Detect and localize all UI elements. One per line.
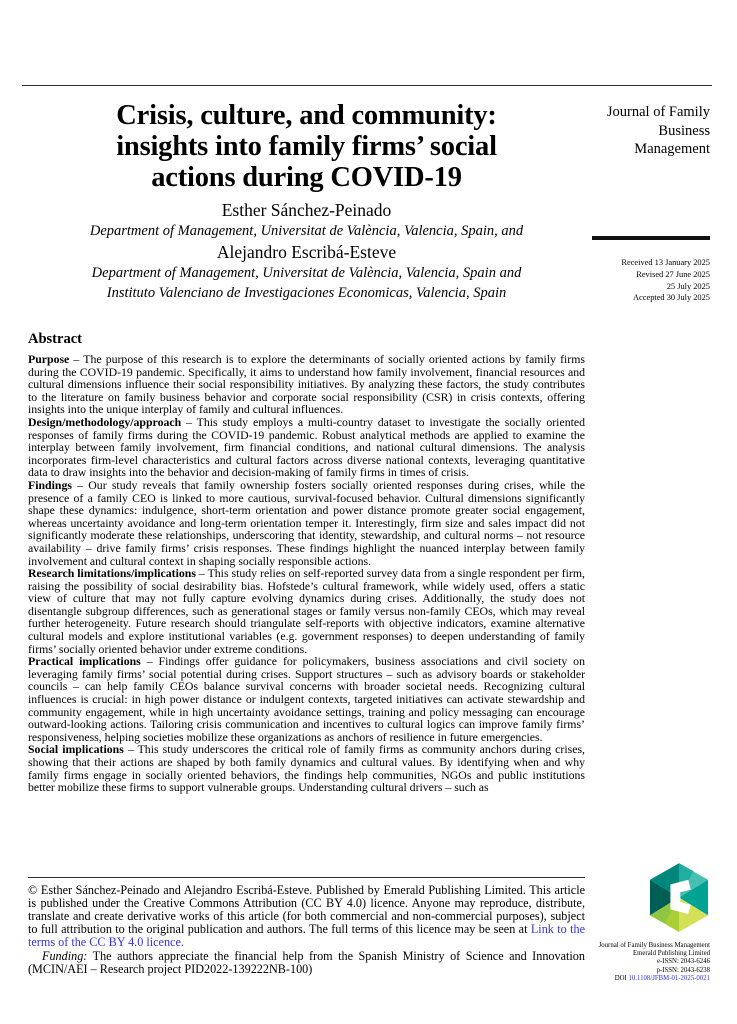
abstract-practical-label: Practical implications [28,654,141,669]
accepted-date: Accepted 30 July 2025 [633,293,710,303]
emerald-logo-icon [646,862,712,937]
journal-name-line: Journal of Family [606,104,710,120]
revised-date-2: 25 July 2025 [666,281,710,291]
author-affiliation: Department of Management, Universitat de València, Valencia, Spain, and [89,223,524,239]
title-line-2: insights into family firms’ social [116,131,497,162]
journal-name-line: Business [658,122,710,139]
abstract-findings-text: – Our study reveals that family ownership fosters socially oriented responses during crises, while the presence of a family CEO is linked to more cautious, survival-focused behavior. Cultural dimensions significantly shape these dynamics: indulgence, short-term orientation and power distance promote greater social engagement, whereas uncertainty avoidance and long-term orientation temper it. Interestingly, firm size and sales impact did not significantly moderate these relationships, underscoring that identity, stewardship, and cultural norms – not resource availability – drive family firms’ crisis responses. These findings highlight the nuanced interplay between family involvement and cultural context in shaping socially responsible actions. [28,477,585,568]
abstract-practical [28,655,585,743]
abstract-purpose [28,353,585,416]
journal-name-line: Management [634,141,710,157]
abstract-social [28,743,585,793]
abstract-heading: Abstract [28,331,82,347]
copyright-text [28,884,585,949]
imprint-eissn: e-ISSN: 2043-6246 [656,958,710,966]
doi-label: DOI [614,974,629,982]
journal-name [560,103,710,159]
title-line-1: Crisis, culture, and community: [116,100,497,131]
abstract-findings [28,479,585,567]
copyright-rule [28,877,585,878]
article-history-dates [545,257,710,304]
cc-licence-link[interactable]: Link to the terms of the CC BY 4.0 licence. [28,922,585,949]
abstract-purpose-text: – The purpose of this research is to explore the determinants of socially oriented actions by family firms during the COVID-19 pandemic. Specifically, it aims to understand how family involvement, financial resources and cultural dimensions influence their social responsibility initiatives. By analyzing these factors, the study contributes to the literature on family business behavior and corporate social responsibility (CSR) in crisis contexts, offering insights into the unique interplay of family and cultural influences. [28,352,585,417]
revised-date: Revised 27 June 2025 [636,269,710,279]
imprint-block [545,942,710,983]
funding-label: Funding: [42,949,88,963]
imprint-doi-line [545,975,710,983]
title-line-3: actions during COVID-19 [151,162,462,193]
imprint-journal: Journal of Family Business Management [598,942,710,949]
imprint-publisher: Emerald Publishing Limited [632,950,710,958]
sidebar-divider-bar [592,236,710,240]
abstract-limitations-label: Research limitations/implications [28,566,196,581]
abstract-social-label: Social implications [28,742,124,757]
copyright-body: © Esther Sánchez-Peinado and Alejandro Escribá-Esteve. Published by Emerald Publishing Limited. This article is published under the Creative Commons Attribution (CC BY 4.0) licence. Anyone may reproduce, distribute, translate and create derivative works of this article (for both commercial and non-commercial purposes), subject to full attribution to the original publication and authors. The full terms of this licence may be seen at [28,883,585,936]
abstract-section [28,331,585,794]
doi-link[interactable]: 10.1108/JFBM-01-2025-0021 [628,974,710,982]
abstract-design-label: Design/methodology/approach [28,414,182,429]
author-affiliation: Instituto Valenciano de Investigaciones Economicas, Valencia, Spain [106,285,507,301]
abstract-design [28,416,585,479]
author-affiliation: Department of Management, Universitat de València, Valencia, Spain and [91,265,522,281]
header-rule [22,85,712,86]
abstract-findings-label: Findings [28,477,72,492]
received-date: Received 13 January 2025 [621,258,710,267]
abstract-limitations-text: – This study relies on self-reported survey data from a single respondent per firm, raising the possibility of social desirability bias. Hofstede’s cultural framework, while widely used, offers a static view of culture that may not fully capture evolving dynamics during crises. Additionally, the study does not disentangle subgroup differences, such as generational stages or family versus non-family CEOs, which may reveal further heterogeneity. Future research should triangulate self-reports with objective indicators, examine alternative cultural models and explore institutional variables (e.g. government responses) to deepen understanding of family firms’ socially oriented behavior under extreme conditions. [28,566,585,656]
abstract-design-text: – This study employs a multi-country dataset to investigate the socially oriented responses of family firms during the COVID-19 pandemic. Robust analytical methods are applied to examine the interplay between family involvement, firm financial conditions, and national cultural dimensions. The analysis incorporates firm-level characteristics and cultural factors across diverse national contexts, leveraging quantitative data to draw insights into the behavior and decision-making of family firms in times of crisis. [28,414,585,480]
funding-note [28,950,585,976]
author-name: Esther Sánchez-Peinado [221,200,392,220]
funding-text: The authors appreciate the financial help from the Spanish Ministry of Science and Innovation (MCIN/AEI – Research project PID2022-139222NB-100) [28,949,585,976]
article-title [28,100,585,193]
imprint-pissn: p-ISSN: 2043-6238 [656,966,710,974]
abstract-limitations [28,567,585,655]
abstract-purpose-label: Purpose [28,352,70,366]
copyright-block [28,877,585,976]
author-name: Alejandro Escribá-Esteve [216,242,397,262]
author-block [28,199,585,303]
main-column [28,100,585,303]
abstract-social-text: – This study underscores the critical role of family firms as community anchors during crises, showing that their actions are shaped by both family dynamics and cultural values. By identifying when and why family firms engage in socially oriented behaviors, the findings help communities, NGOs and public institutions better mobilize these firms to support vulnerable groups. Understanding cultural drivers – such as [28,742,585,795]
abstract-practical-text: – Findings offer guidance for policymakers, business associations and civil society on leveraging family firms’ social potential during crises. Support structures – such as advisory boards or stakeholder councils – can help family CEOs balance survival concerns with broader societal needs. Recognizing cultural influences is crucial: in high power distance or indulgent contexts, targeted initiatives can activate stewardship and community engagement, while in high uncertainty avoidance settings, training and policy messaging can encourage outward-looking actions. Tailoring crisis communication and incentives to cultural logics can improve family firms’ responsiveness, helping societies mobilize these organizations as anchors of resilience in future emergencies. [28,654,585,744]
